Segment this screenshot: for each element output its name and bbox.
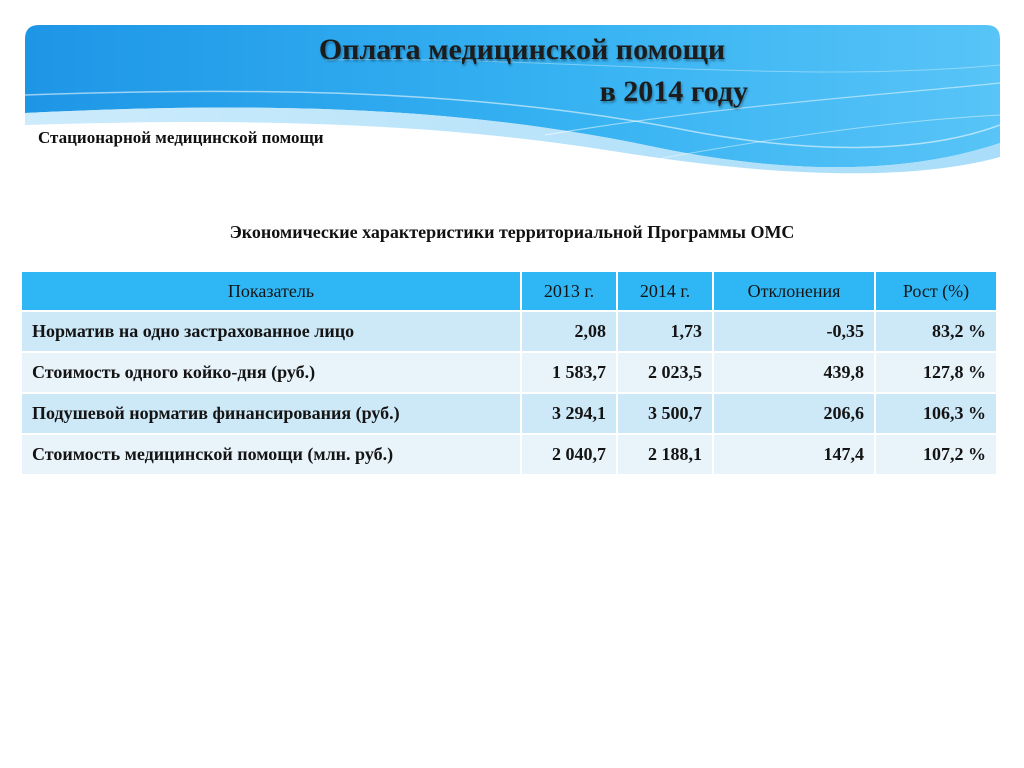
header-growth: Рост (%) <box>875 271 997 311</box>
section-subtitle: Стационарной медицинской помощи <box>38 128 324 147</box>
economics-table <box>20 270 998 476</box>
table-caption: Экономические характеристики территориальной Программы ОМС <box>229 222 795 242</box>
row-deviation: 147,4 <box>713 434 875 475</box>
table-row <box>21 434 997 475</box>
row-value-2014: 3 500,7 <box>617 393 713 434</box>
header-2014: 2014 г. <box>617 271 713 311</box>
row-deviation: -0,35 <box>713 311 875 352</box>
table-header-row <box>21 271 997 311</box>
row-value-2013: 2 040,7 <box>521 434 617 475</box>
header-indicator: Показатель <box>21 271 521 311</box>
row-value-2014: 2 188,1 <box>617 434 713 475</box>
row-growth: 127,8 % <box>875 352 997 393</box>
row-deviation: 439,8 <box>713 352 875 393</box>
slide-title-line1: Оплата медицинской помощи <box>318 33 726 66</box>
row-growth: 107,2 % <box>875 434 997 475</box>
table-row <box>21 393 997 434</box>
table-row <box>21 352 997 393</box>
row-indicator: Стоимость медицинской помощи (млн. руб.) <box>21 434 521 475</box>
row-value-2014: 1,73 <box>617 311 713 352</box>
row-value-2013: 3 294,1 <box>521 393 617 434</box>
row-indicator: Подушевой норматив финансирования (руб.) <box>21 393 521 434</box>
row-indicator: Норматив на одно застрахованное лицо <box>21 311 521 352</box>
row-value-2013: 2,08 <box>521 311 617 352</box>
header-2013: 2013 г. <box>521 271 617 311</box>
row-value-2014: 2 023,5 <box>617 352 713 393</box>
table-row <box>21 311 997 352</box>
row-deviation: 206,6 <box>713 393 875 434</box>
row-growth: 83,2 % <box>875 311 997 352</box>
row-indicator: Стоимость одного койко-дня (руб.) <box>21 352 521 393</box>
row-value-2013: 1 583,7 <box>521 352 617 393</box>
row-growth: 106,3 % <box>875 393 997 434</box>
slide-title-line2: в 2014 году <box>599 75 748 108</box>
header-deviation: Отклонения <box>713 271 875 311</box>
